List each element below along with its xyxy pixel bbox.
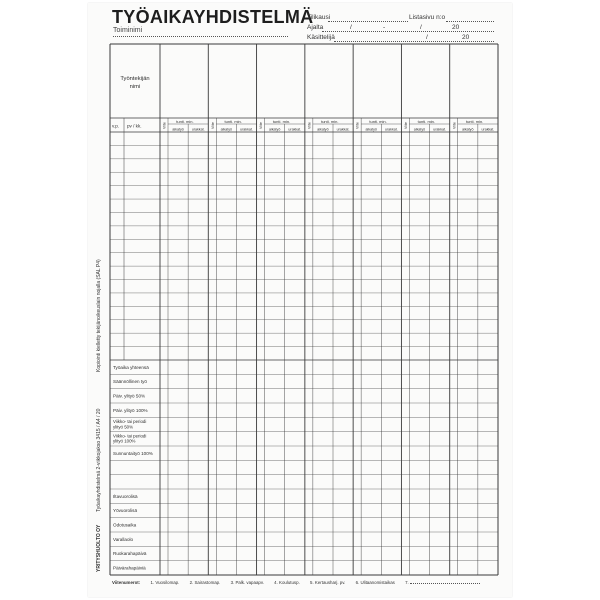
summary-row-label: Viikko- tai periodi — [113, 433, 147, 439]
time-work-label: aikatyö — [317, 127, 329, 132]
period-sep-2: - — [383, 24, 386, 31]
summary-row-label: ylityö 50% — [113, 424, 134, 430]
order-label: Tilikausi — [307, 14, 331, 21]
contract-work-label: urakkat. — [191, 127, 205, 132]
handler-label: Käsittelijä — [307, 34, 335, 41]
code-label: Viite — [404, 122, 409, 129]
handler-sep: / — [426, 34, 428, 41]
footer-item: 3. Palk. vapaapv. — [230, 580, 264, 585]
form-title: TYÖAIKAYHDISTELMÄ — [112, 7, 314, 27]
hours-minutes-label: tunti. min. — [176, 119, 194, 124]
summary-row-label: Säännöllinen työ — [113, 379, 147, 385]
code-label: Viite — [162, 122, 167, 129]
employee-name-header: Työntekijän — [120, 76, 150, 82]
hours-minutes-label: tunti. min. — [369, 119, 387, 124]
period-sep-1: / — [350, 24, 352, 31]
hours-minutes-label: tunti. min. — [417, 119, 436, 124]
company-label: Toiminimi — [113, 27, 143, 34]
time-work-label: aikatyö — [365, 127, 377, 132]
summary-row-label: Yövuorolisä — [113, 508, 138, 514]
reference-numbers-footer — [112, 580, 480, 585]
hours-minutes-label: tunti. min. — [321, 119, 339, 124]
page-number-label: Listasivu n:o — [409, 14, 446, 21]
summary-row-label: Odotusaika — [113, 522, 137, 528]
summary-row-label: Työaika yhteensä — [113, 364, 149, 370]
hours-minutes-label: tunti. min. — [224, 119, 242, 124]
weekday-label: v.p. — [112, 123, 120, 129]
time-work-label: aikatyö — [462, 127, 474, 132]
footer-item: 7. — [405, 580, 409, 585]
summary-row-label: Ruokarahapäivä — [113, 551, 147, 557]
code-label: Viite — [259, 122, 264, 129]
code-label: Viite — [452, 122, 457, 129]
form-code: Työaikayhdistelmä 2-viikkojakso 3415 / A4 / 20 — [96, 408, 102, 512]
hours-minutes-label: tunti. min. — [465, 119, 484, 124]
summary-row-label: Päiv. ylityö 50% — [113, 393, 146, 399]
hours-minutes-label: tunti. min. — [272, 119, 291, 124]
summary-row-label: Päivärahapäiviä — [113, 565, 146, 571]
handler-year: 20 — [462, 34, 470, 41]
date-label: pv / kk. — [127, 123, 142, 129]
summary-row-label: Varallaolo — [113, 536, 134, 542]
summary-row-label: Päiv. ylityö 100% — [113, 407, 148, 413]
code-label: Viite — [307, 122, 312, 129]
footer-item: 1. Vuosilomap. — [150, 580, 180, 585]
contract-work-label: urakkat. — [288, 127, 302, 132]
footer-item: 6. Ulitaanomistaikas — [355, 580, 395, 585]
footer-item: 2. Sairastomap. — [189, 580, 221, 585]
summary-row-label: Viikko- tai periodi — [113, 418, 147, 424]
time-work-label: aikatyö — [268, 127, 281, 132]
contract-work-label: urakkat. — [481, 127, 495, 132]
employee-name-header: nimi — [129, 84, 141, 90]
contract-work-label: urakkat. — [384, 127, 398, 132]
footer-line[interactable] — [410, 583, 480, 584]
publisher-name: YRITYSHUOLTO OY — [96, 524, 102, 572]
time-work-label: aikatyö — [172, 127, 184, 132]
footer-item: 4. Koulutusp. — [274, 580, 300, 585]
contract-work-label: urakkat. — [433, 127, 447, 132]
summary-row-label: ylityö 100% — [113, 438, 136, 444]
time-work-label: aikatyö — [413, 127, 426, 132]
copyright-notice: Kopiointi kielletty tekijänoikeuslain nojalla (SAL P4) — [96, 259, 102, 372]
summary-row-label: Iltavuorolisä — [113, 493, 138, 499]
time-work-label: aikatyö — [220, 127, 233, 132]
contract-work-label: urakkat. — [240, 127, 253, 132]
summary-row-label: Sunnuntaityö 100% — [113, 450, 153, 456]
period-sep-3: / — [420, 24, 422, 31]
footer-item: 5. Kertausharj. pv. — [310, 580, 346, 585]
code-label: Viite — [210, 122, 215, 129]
period-label: Ajalta — [307, 24, 324, 31]
footer-label: Viitenumerot: — [112, 580, 141, 585]
contract-work-label: urakkat. — [336, 127, 350, 132]
code-label: Viite — [355, 122, 360, 129]
period-year: 20 — [452, 24, 460, 31]
